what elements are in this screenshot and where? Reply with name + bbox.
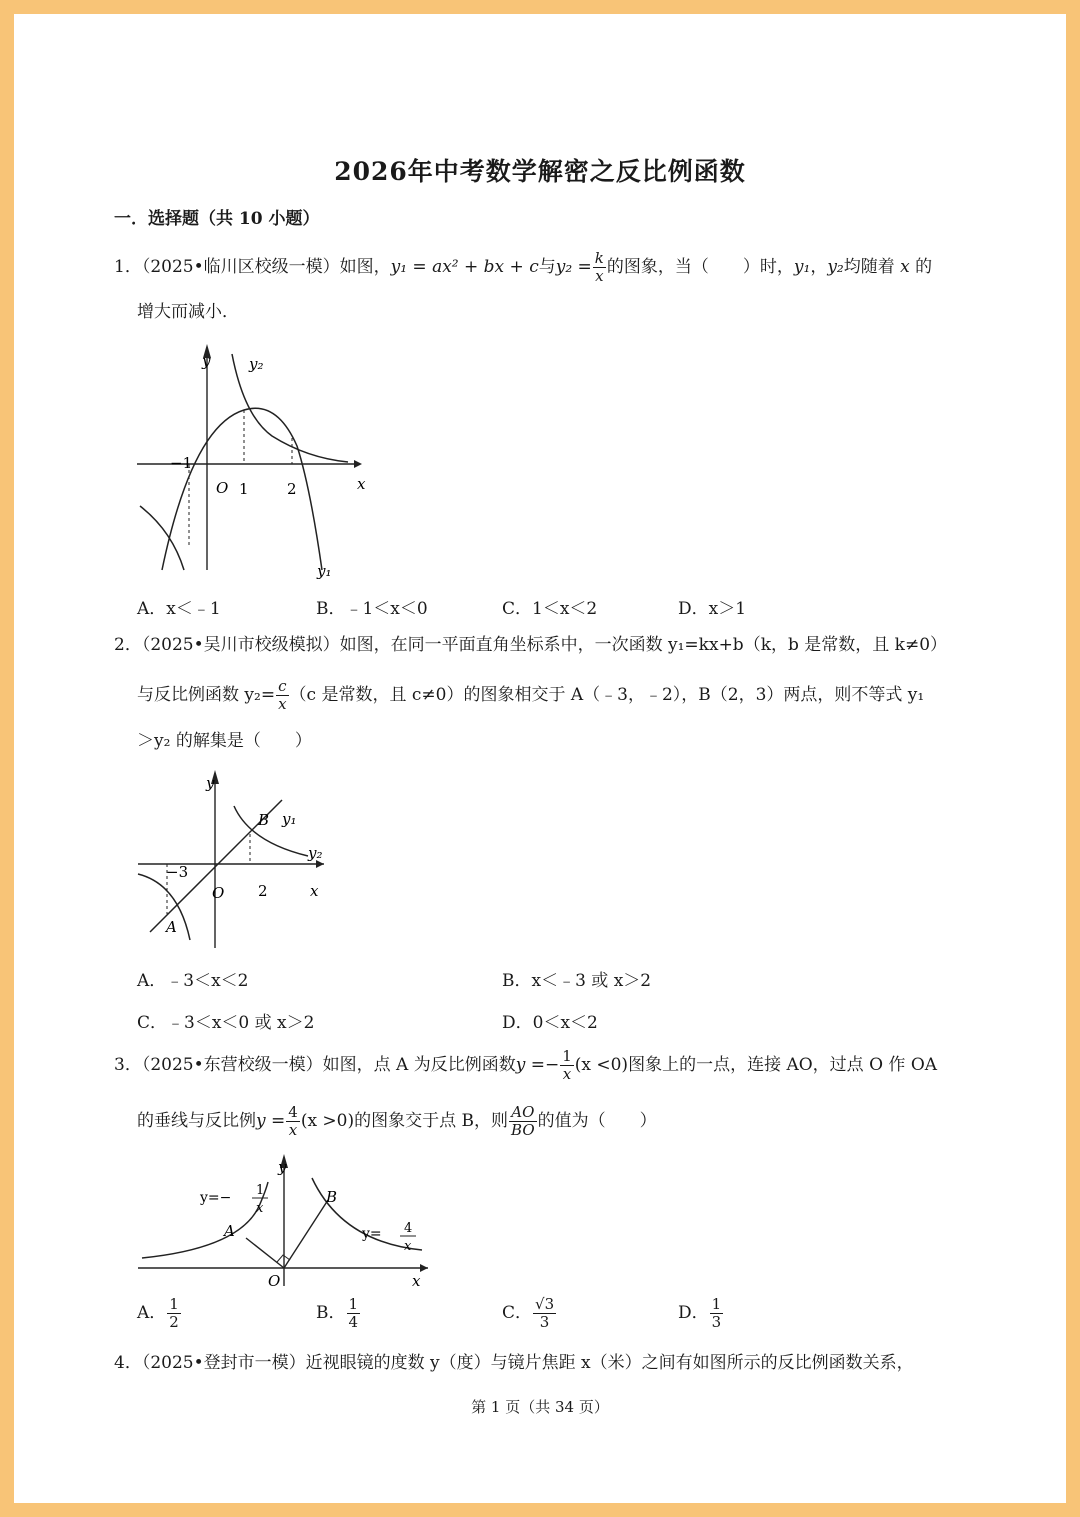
question-1-stem: 1．（2025•临川区校级一模）如图，y₁ = ax² + bx + c与y₂ = $\frac{k}{x}$ 的图象，当（ ）时，y₁，y₂均随着 x 的 bbox=[114, 249, 933, 285]
question-2-stem-line2: 与反比例函数 y₂= $\frac{c}{x}$ （c 是常数，且 c≠0）的图象相交于 A（﹣3，﹣2），B（2，3）两点，则不等式 y₁ bbox=[137, 677, 925, 713]
label-neg1: −1 bbox=[170, 454, 193, 472]
hyperbola-y2-right bbox=[234, 806, 308, 856]
question-3-source: 3．（2025•东营校级一模） bbox=[114, 1055, 323, 1075]
label-left-curve: y=− bbox=[200, 1190, 232, 1206]
label-x: x bbox=[310, 882, 319, 900]
label-y2: y₂ bbox=[308, 844, 323, 862]
label-A: A bbox=[166, 918, 177, 936]
label-origin: O bbox=[268, 1272, 281, 1290]
label-y1: y₁ bbox=[317, 562, 332, 580]
q1-option-d[interactable]: D．x＞1 bbox=[678, 599, 747, 619]
label-y1: y₁ bbox=[282, 810, 297, 828]
label-right-curve: y= bbox=[362, 1226, 382, 1242]
label-y: y bbox=[206, 774, 215, 792]
label-A: A bbox=[224, 1222, 235, 1240]
fraction-4-over-x: $\frac{4}{x}$ bbox=[288, 1103, 298, 1139]
fraction-1-over-x: $\frac{1}{x}$ bbox=[562, 1047, 572, 1083]
question-3-stem-line2: 的垂线与反比例y = $\frac{4}{x}$ (x >0)的图象交于点 B，则 $\frac{AO}{BO}$ 的值为（ ） bbox=[137, 1103, 657, 1139]
label-left-den: x bbox=[256, 1201, 264, 1216]
q3-option-c[interactable]: C． $\frac{√3}{3}$ bbox=[502, 1295, 555, 1331]
question-3-stem: 3．（2025•东营校级一模）如图，点 A 为反比例函数y =− $\frac{1}{x}$ (x <0)图象上的一点，连接 AO，过点 O 作 OA bbox=[114, 1047, 938, 1083]
question-1-stem-line2: 增大而减小． bbox=[137, 302, 239, 322]
label-right-num: 4 bbox=[404, 1221, 413, 1236]
question-2-source: 2．（2025•吴川市校级模拟） bbox=[114, 635, 340, 655]
label-B: B bbox=[258, 811, 270, 829]
q2-option-b[interactable]: B．x＜﹣3 或 x＞2 bbox=[502, 971, 652, 991]
question-1-figure bbox=[132, 336, 366, 580]
hyperbola-y2-left bbox=[138, 874, 190, 940]
segment-OB bbox=[284, 1200, 328, 1268]
label-y: y bbox=[278, 1158, 287, 1176]
q2-option-d[interactable]: D．0＜x＜2 bbox=[502, 1013, 598, 1033]
section-heading: 一．选择题（共 10 小题） bbox=[114, 209, 320, 229]
document-page bbox=[14, 14, 1066, 1503]
fraction-c-over-x: $\frac{c}{x}$ bbox=[278, 677, 287, 713]
label-x: x bbox=[357, 475, 366, 493]
page-footer: 第 1 页（共 34 页） bbox=[471, 1398, 609, 1416]
label-y: y bbox=[202, 352, 211, 370]
segment-AO bbox=[246, 1238, 284, 1268]
fraction-ao-over-bo: $\frac{AO}{BO}$ bbox=[511, 1103, 535, 1139]
label-two: 2 bbox=[258, 882, 268, 900]
fraction-k-over-x: $\frac{k}{x}$ bbox=[594, 249, 604, 285]
x-axis-arrow bbox=[354, 460, 362, 468]
q1-option-c[interactable]: C．1＜x＜2 bbox=[502, 599, 598, 619]
question-2-stem: 2．（2025•吴川市校级模拟）如图，在同一平面直角坐标系中，一次函数 y₁=kx+b（k，b 是常数，且 k≠0） bbox=[114, 635, 948, 655]
label-one: 1 bbox=[239, 480, 249, 498]
question-2-stem-line3: ＞y₂ 的解集是（ ） bbox=[137, 731, 312, 751]
hyperbola-y2-left bbox=[140, 506, 184, 570]
question-4-source: 4．（2025•登封市一模） bbox=[114, 1353, 306, 1373]
question-1-source: 1．（2025•临川区校级一模） bbox=[114, 257, 340, 277]
q3-option-a[interactable]: A． $\frac{1}{2}$ bbox=[137, 1295, 179, 1331]
question-3-figure bbox=[132, 1146, 432, 1291]
q3-option-b[interactable]: B． $\frac{1}{4}$ bbox=[316, 1295, 359, 1331]
label-B: B bbox=[326, 1188, 338, 1206]
label-x: x bbox=[412, 1272, 421, 1290]
label-origin: O bbox=[212, 884, 225, 902]
q1-option-a[interactable]: A．x＜﹣1 bbox=[137, 599, 221, 619]
label-y2: y₂ bbox=[249, 355, 264, 373]
label-right-den: x bbox=[404, 1239, 412, 1254]
label-left-num: 1 bbox=[256, 1183, 265, 1198]
page-title: 2026年中考数学解密之反比例函数 bbox=[334, 157, 746, 186]
q2-option-c[interactable]: C．﹣3＜x＜0 或 x＞2 bbox=[137, 1013, 315, 1033]
label-two: 2 bbox=[287, 480, 297, 498]
label-neg3: −3 bbox=[166, 863, 189, 881]
question-4-stem: 4．（2025•登封市一模）近视眼镜的度数 y（度）与镜片焦距 x（米）之间有如图所示的反比例函数关系， bbox=[114, 1353, 914, 1373]
x-axis-arrow bbox=[420, 1264, 428, 1272]
label-origin: O bbox=[216, 479, 229, 497]
question-2-figure bbox=[132, 762, 332, 952]
q3-option-d[interactable]: D． $\frac{1}{3}$ bbox=[678, 1295, 722, 1331]
q2-option-a[interactable]: A．﹣3＜x＜2 bbox=[137, 971, 249, 991]
q1-option-b[interactable]: B．﹣1＜x＜0 bbox=[316, 599, 428, 619]
